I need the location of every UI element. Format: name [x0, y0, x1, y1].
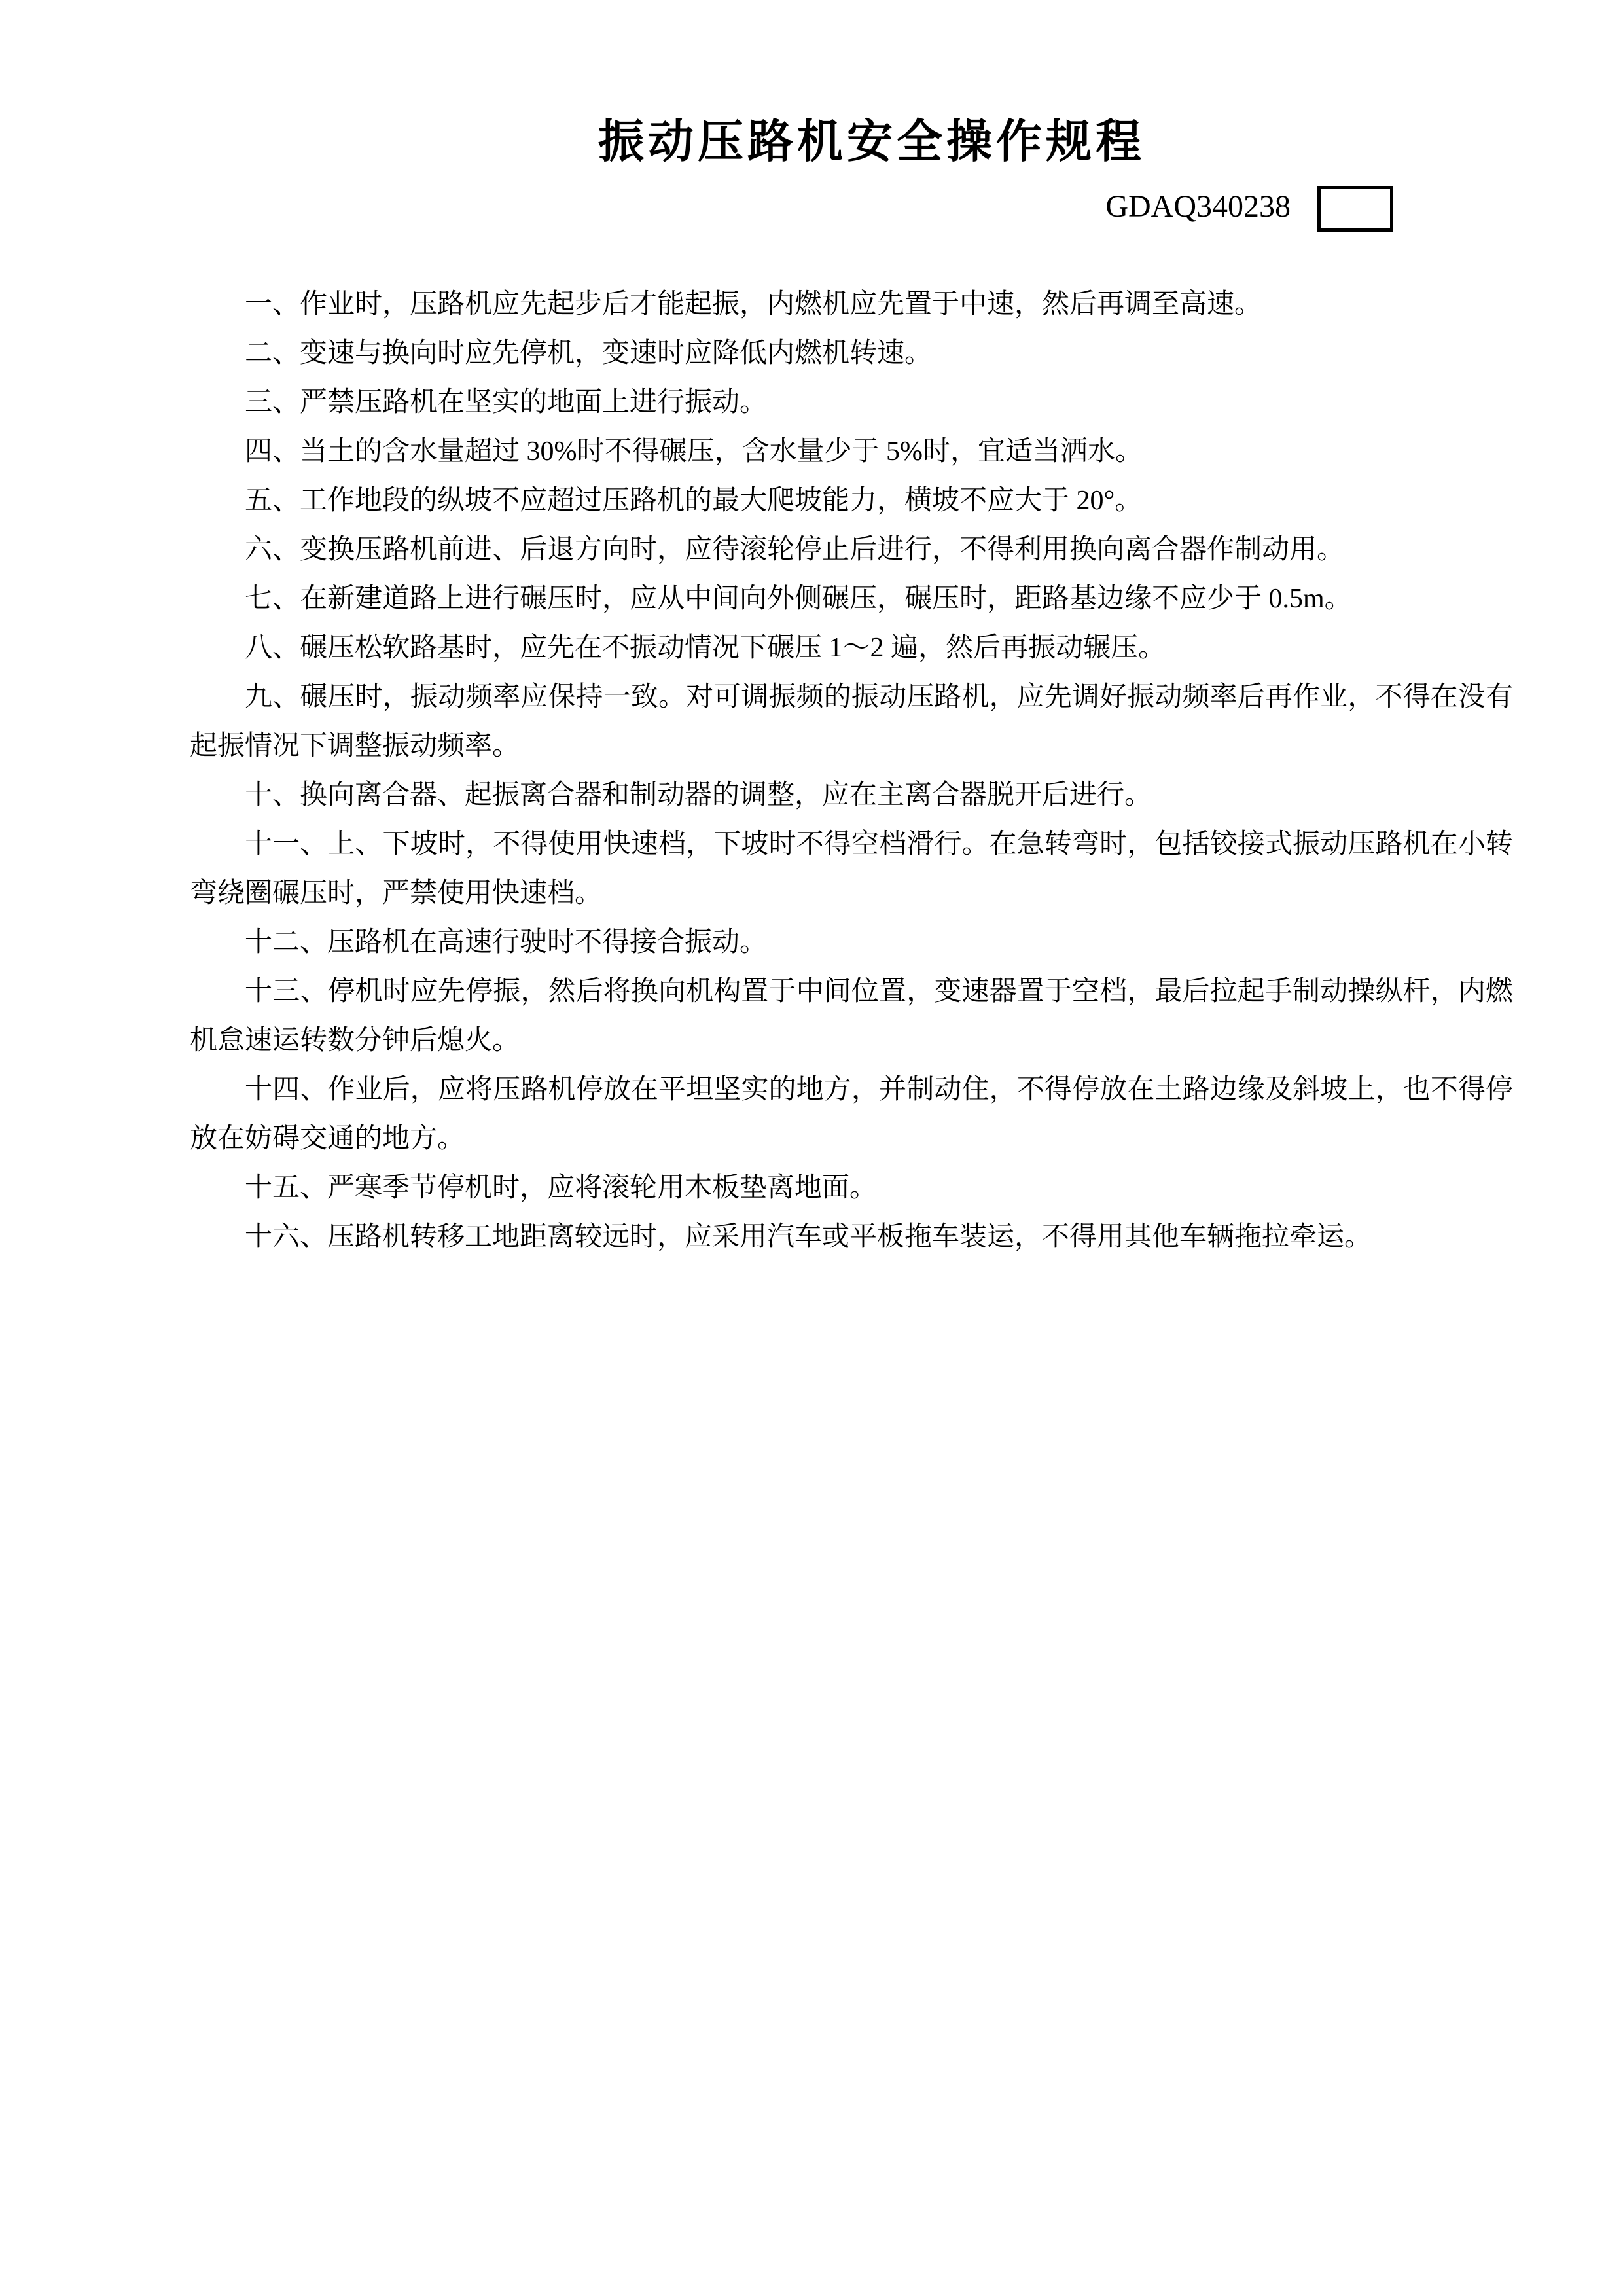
rule-item-9: 九、碾压时，振动频率应保持一致。对可调振频的振动压路机，应先调好振动频率后再作业，不得在没有起振情况下调整振动频率。 [190, 682, 1513, 761]
rule-item-11: 十一、上、下坡时，不得使用快速档，下坡时不得空档滑行。在急转弯时，包括铰接式振动压路机在小转弯绕圈碾压时，严禁使用快速档。 [190, 829, 1513, 908]
rule-item-2: 二、变速与换向时应先停机，变速时应降低内燃机转速。 [245, 338, 933, 368]
rule-item-14: 十四、作业后，应将压路机停放在平坦坚实的地方，并制动住，不得停放在土路边缘及斜坡上，也不得停放在妨碍交通的地方。 [190, 1075, 1513, 1154]
page-title: 振动压路机安全操作规程 [598, 116, 1145, 167]
rule-item-6: 六、变换压路机前进、后退方向时，应待滚轮停止后进行，不得利用换向离合器作制动用。 [245, 535, 1345, 565]
doc-code: GDAQ340238 [1105, 189, 1291, 224]
rule-item-7: 七、在新建道路上进行碾压时，应从中间向外侧碾压，碾压时，距路基边缘不应少于 0.5m。 [245, 584, 1352, 614]
rule-item-8: 八、碾压松软路基时，应先在不振动情况下碾压 1～2 遍，然后再振动辗压。 [245, 633, 1166, 663]
rule-item-15: 十五、严寒季节停机时，应将滚轮用木板垫离地面。 [245, 1173, 878, 1203]
rule-item-1: 一、作业时，压路机应先起步后才能起振，内燃机应先置于中速，然后再调至高速。 [245, 289, 1262, 319]
rule-item-5: 五、工作地段的纵坡不应超过压路机的最大爬坡能力，横坡不应大于 20°。 [245, 486, 1143, 516]
rule-item-10: 十、换向离合器、起振离合器和制动器的调整，应在主离合器脱开后进行。 [245, 780, 1152, 810]
rule-item-16: 十六、压路机转移工地距离较远时，应采用汽车或平板拖车装运，不得用其他车辆拖拉牵运。 [245, 1222, 1372, 1252]
rule-item-12: 十二、压路机在高速行驶时不得接合振动。 [245, 927, 768, 958]
rule-item-3: 三、严禁压路机在坚实的地面上进行振动。 [245, 387, 768, 418]
code-box [1317, 186, 1393, 232]
rule-item-4: 四、当土的含水量超过 30%时不得碾压，含水量少于 5%时，宜适当洒水。 [245, 437, 1143, 467]
rules-list [190, 280, 1513, 1262]
rule-item-13: 十三、停机时应先停振，然后将换向机构置于中间位置，变速器置于空档，最后拉起手制动操纵杆，内燃机怠速运转数分钟后熄火。 [190, 977, 1513, 1056]
